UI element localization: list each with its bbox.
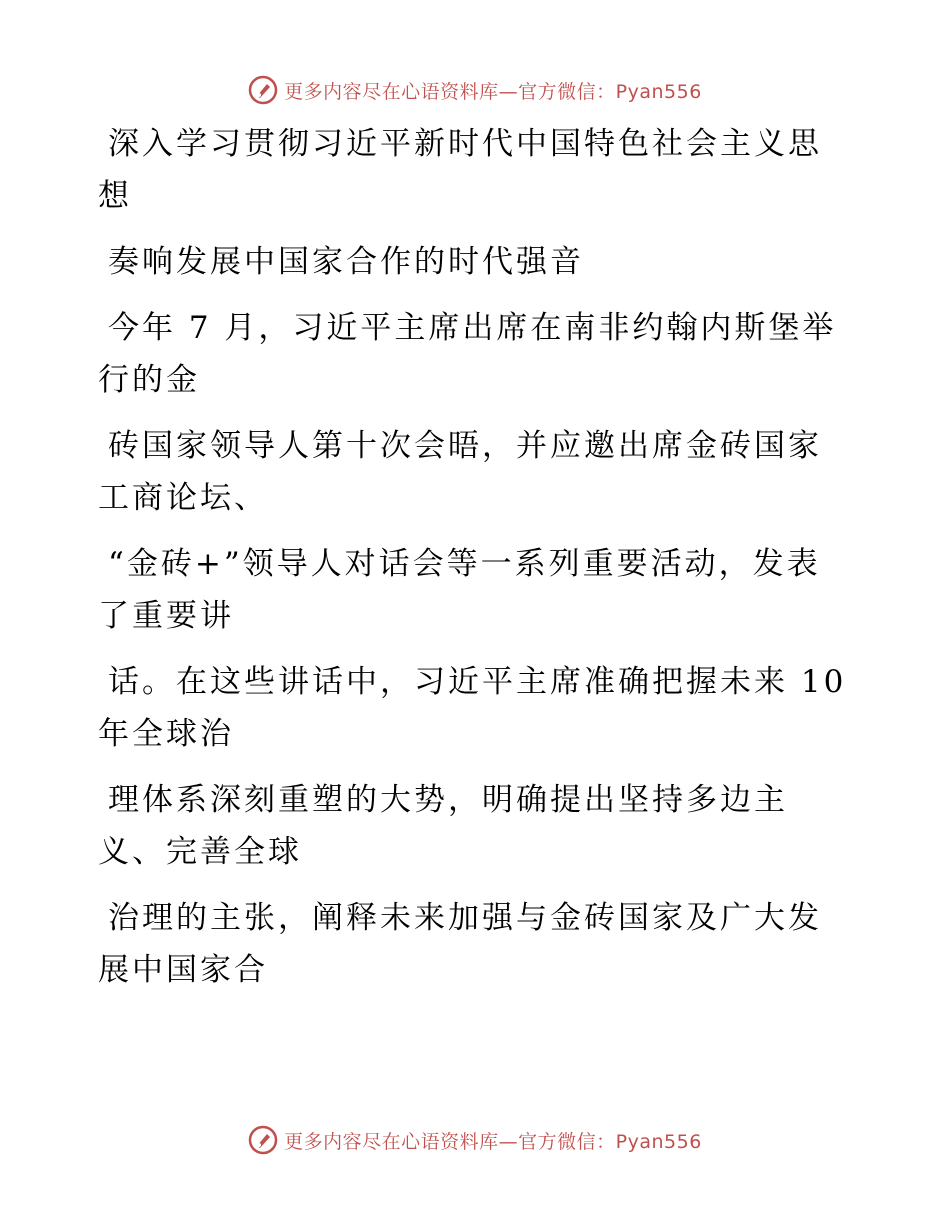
paragraph (98, 236, 858, 288)
text-line: 砖国家领导人第十次会晤，并应邀出席金砖国家 (108, 428, 822, 464)
text-line: 奏响发展中国家合作的时代强音 (108, 244, 584, 280)
text-line: 话。在这些讲话中，习近平主席准确把握未来 10 (108, 664, 847, 700)
paragraph (98, 656, 858, 760)
pen-nib-seal-icon (248, 75, 278, 105)
text-line: 治理的主张，阐释未来加强与金砖国家及广大发 (108, 900, 822, 936)
text-line: 了重要讲 (98, 598, 234, 634)
text-line: “金砖+”领导人对话会等一系列重要活动，发表 (108, 546, 821, 582)
paragraph (98, 892, 858, 996)
watermark-text: 更多内容尽在心语资料库—官方微信：Pyan556 (284, 1130, 702, 1153)
text-line: 理体系深刻重塑的大势，明确提出坚持多边主 (108, 782, 788, 818)
document-body (98, 118, 858, 996)
text-line: 想 (98, 178, 132, 214)
paragraph (98, 118, 858, 222)
text-line: 工商论坛、 (98, 480, 268, 516)
text-line: 深入学习贯彻习近平新时代中国特色社会主义思 (108, 126, 822, 162)
text-line: 今年 7 月，习近平主席出席在南非约翰内斯堡举 (108, 310, 837, 346)
paragraph (98, 420, 858, 524)
footer-watermark (0, 1120, 950, 1160)
pen-nib-seal-icon (248, 1125, 278, 1155)
paragraph (98, 774, 858, 878)
text-line: 展中国家合 (98, 952, 268, 988)
watermark-text: 更多内容尽在心语资料库—官方微信：Pyan556 (284, 80, 702, 103)
paragraph (98, 302, 858, 406)
paragraph (98, 538, 858, 642)
text-line: 年全球治 (98, 716, 234, 752)
header-watermark (0, 70, 950, 110)
text-line: 行的金 (98, 362, 200, 398)
text-line: 义、完善全球 (98, 834, 302, 870)
